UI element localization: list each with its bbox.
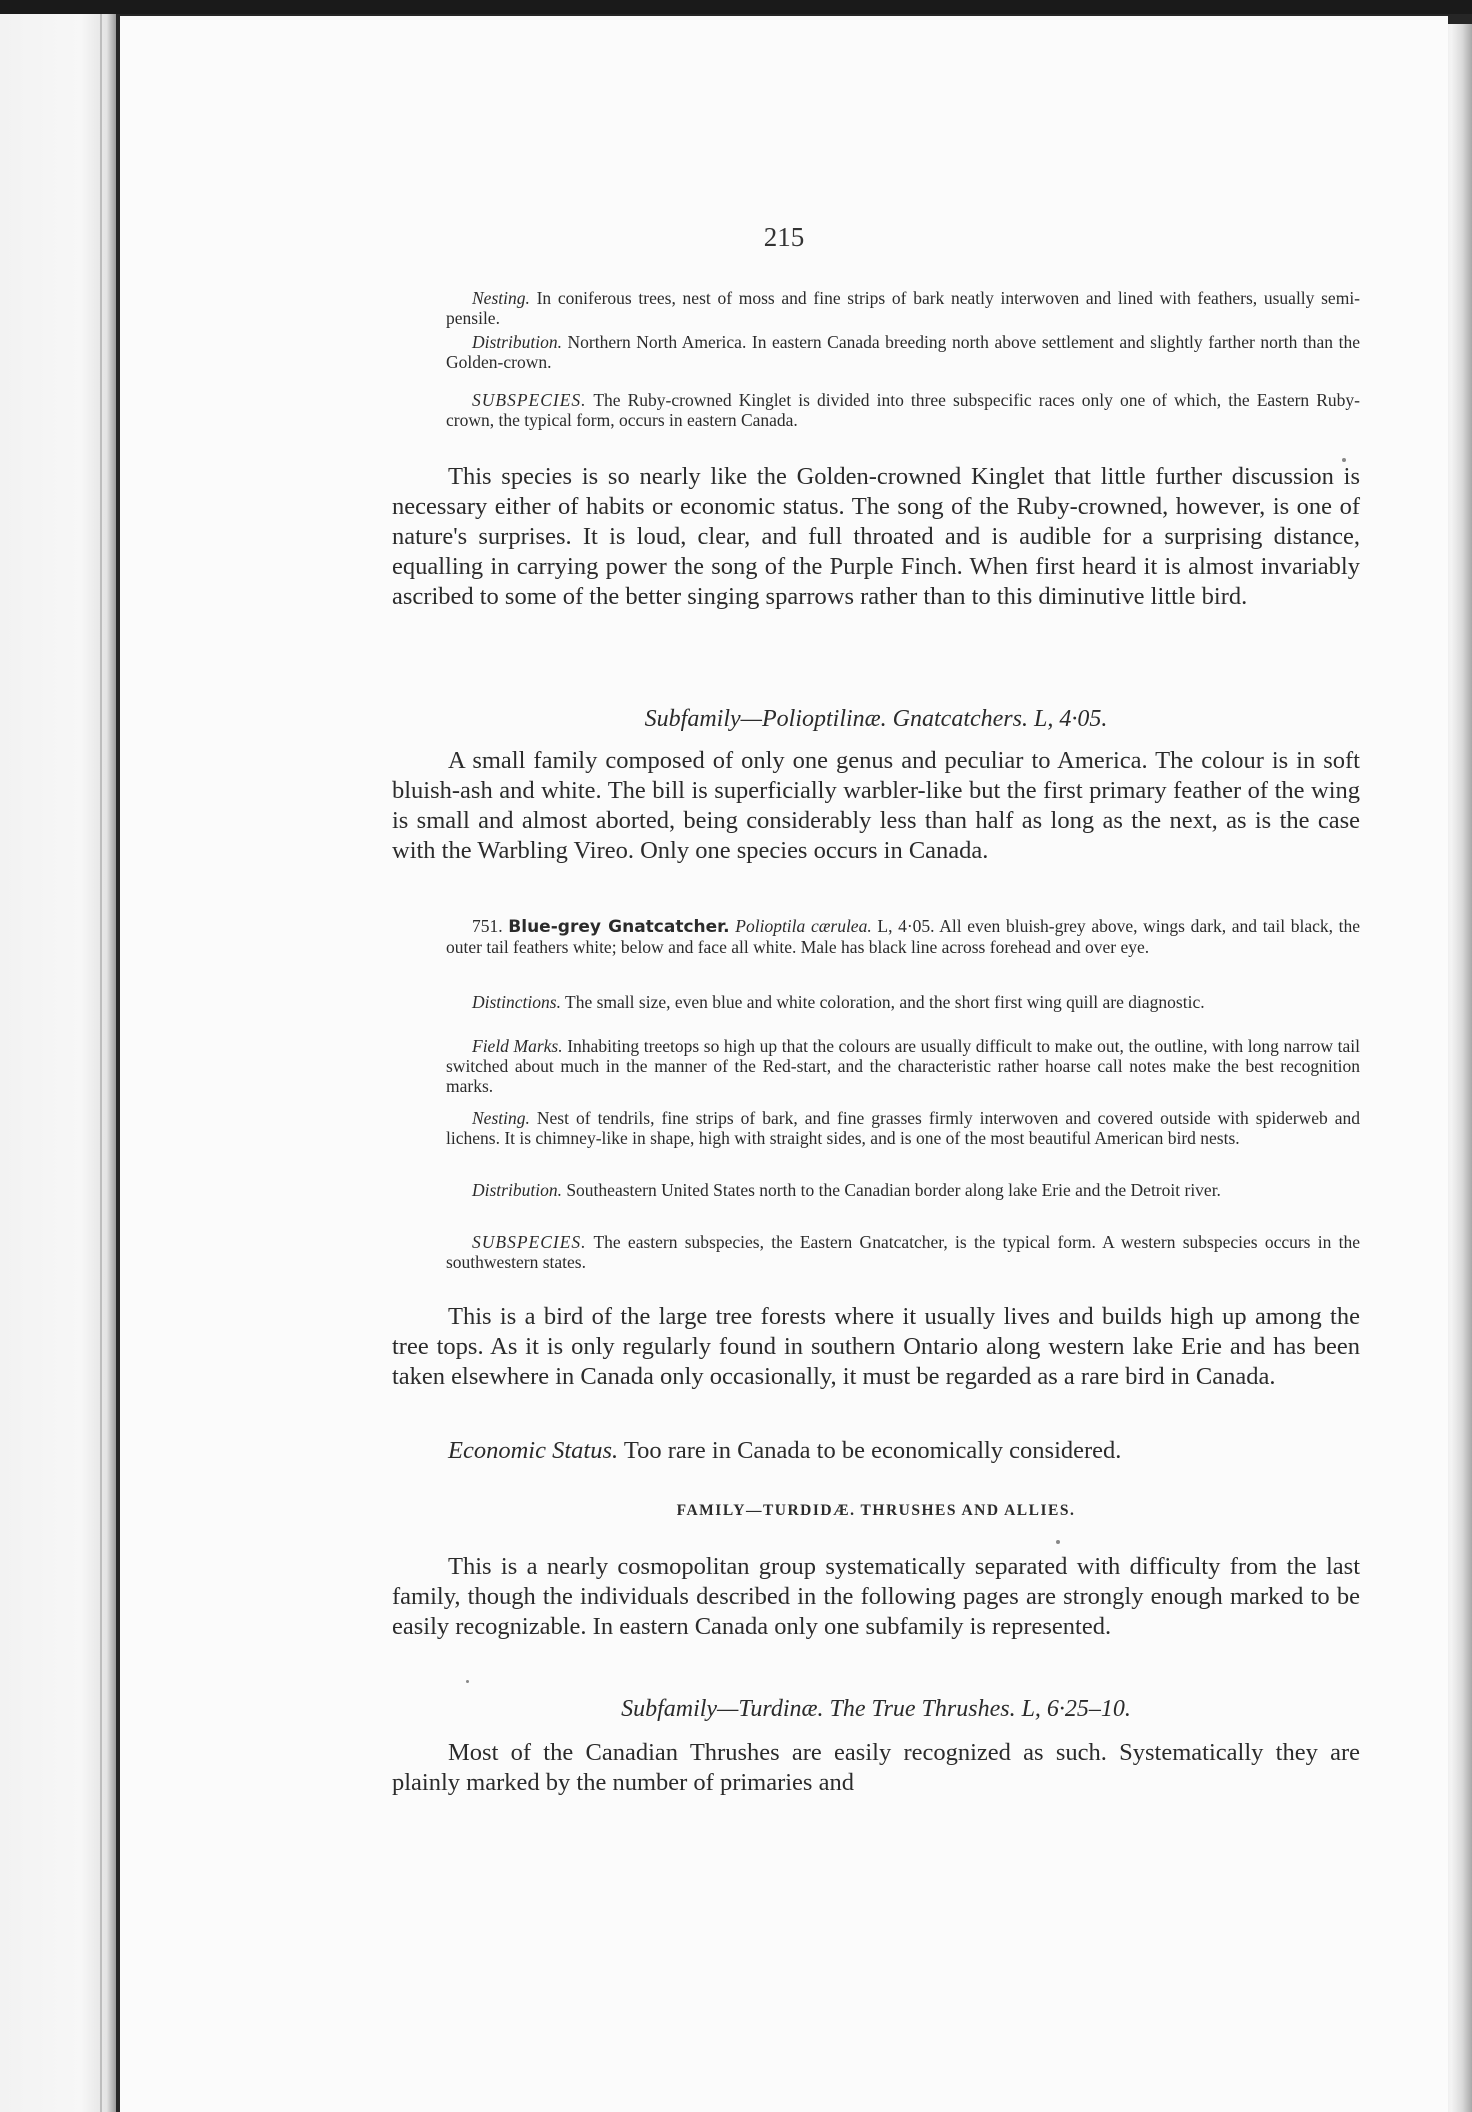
scanner-edge: [0, 0, 1472, 14]
paragraph-family: This is a nearly cosmopolitan group systematically separated with difficulty from the last family, though the individuals described in the following pages are strongly enough marked to be easily recognizable. In eastern Canada only one subfamily is represented.: [392, 1553, 1360, 1640]
economic-status: [392, 1436, 1360, 1466]
facing-page-edge: [0, 14, 116, 2112]
gnatcatcher-subspecies: [446, 1232, 1360, 1272]
paragraph-gnatcatchers: A small family composed of only one genus and peculiar to America. The colour is in soft bluish-ash and white. The bill is superficially warbler-like but the first primary feather of the wing is small and almost aborted, being considerably less than half as long as the next, as is the case with the Warbling Vireo. Only one species occurs in Canada.: [392, 747, 1360, 864]
scan-speck: [1056, 1540, 1060, 1544]
kinglet-nesting: [446, 288, 1360, 328]
nesting-label: Nesting.: [472, 288, 530, 308]
gnatcatcher-distribution: [446, 1180, 1360, 1200]
species-entry-751: [446, 916, 1360, 957]
paragraph-thrushes: Most of the Canadian Thrushes are easily recognized as such. Systematically they are plainly marked by the number of primaries and: [392, 1739, 1360, 1796]
distinctions-label: Distinctions.: [472, 992, 561, 1012]
nesting-label: Nesting.: [472, 1108, 530, 1128]
subfamily-heading-thrushes: Subfamily—Turdinæ. The True Thrushes. L, 6·25–10.: [621, 1696, 1131, 1722]
distinctions-text: The small size, even blue and white coloration, and the short first wing quill are diagnostic.: [565, 992, 1205, 1012]
economic-status-label: Economic Status.: [448, 1437, 619, 1464]
distribution-label: Distribution.: [472, 1180, 562, 1200]
scan-speck: [466, 1680, 469, 1683]
species-latin-name: Polioptila cærulea.: [735, 916, 872, 936]
scan-speck: [1342, 458, 1346, 462]
nesting-text: In coniferous trees, nest of moss and fine strips of bark neatly interwoven and lined with feathers, usually semi-pensile.: [446, 288, 1361, 328]
book-page: [120, 16, 1448, 2112]
species-description: L, 4·05. All even bluish-grey above, wings dark, and tail black, the outer tail feathers white; below and face all white. Male has black line across forehead and over eye.: [446, 916, 1361, 957]
kinglet-distribution: [446, 332, 1360, 372]
subspecies-label: SUBSPECIES.: [472, 1232, 587, 1252]
page-crease: [100, 14, 102, 2112]
field-marks-text: Inhabiting treetops so high up that the colours are usually difficult to make out, the outline, with long narrow tail switched about much in the manner of the Red-start, and the characteristic rather hoarse call notes make the best recognition marks.: [446, 1036, 1360, 1096]
species-name: Blue-grey Gnatcatcher.: [508, 917, 730, 937]
gnatcatcher-nesting: [446, 1108, 1360, 1148]
paragraph-forest: This is a bird of the large tree forests where it usually lives and builds high up among the tree tops. As it is only regularly found in southern Ontario along western lake Erie and has been taken elsewhere in Canada only occasionally, it must be regarded as a rare bird in Canada.: [392, 1303, 1360, 1390]
family-heading: FAMILY—TURDIDÆ. THRUSHES AND ALLIES.: [676, 1502, 1076, 1519]
gnatcatcher-distinctions: [446, 992, 1360, 1012]
subfamily-heading-gnatcatchers: Subfamily—Polioptilinæ. Gnatcatchers. L, 4·05.: [644, 706, 1108, 732]
species-number: 751.: [472, 916, 503, 936]
subspecies-text: The Ruby-crowned Kinglet is divided into three subspecific races only one of which, the Eastern Ruby-crown, the typical form, occurs in eastern Canada.: [446, 390, 1361, 430]
distribution-text: Southeastern United States north to the Canadian border along lake Erie and the Detroit river.: [566, 1180, 1221, 1200]
distribution-text: Northern North America. In eastern Canada breeding north above settlement and slightly farther north than the Golden-crown.: [446, 332, 1361, 372]
gnatcatcher-field-marks: [446, 1036, 1360, 1096]
nesting-text: Nest of tendrils, fine strips of bark, and fine grasses firmly interwoven and covered outside with spiderweb and lichens. It is chimney-like in shape, high with straight sides, and is one of the most beautiful American bird nests.: [446, 1108, 1361, 1148]
distribution-label: Distribution.: [472, 332, 562, 352]
paragraph-kinglet: This species is so nearly like the Golden-crowned Kinglet that little further discussion is necessary either of habits or economic status. The song of the Ruby-crowned, however, is one of nature's surprises. It is loud, clear, and full throated and is audible for a surprising distance, equalling in carrying power the song of the Purple Finch. When first heard it is almost invariably ascribed to some of the better singing sparrows rather than to this diminutive little bird.: [392, 463, 1360, 610]
kinglet-subspecies: [446, 390, 1360, 430]
subspecies-text: The eastern subspecies, the Eastern Gnatcatcher, is the typical form. A western subspecies occurs in the southwestern states.: [446, 1232, 1360, 1272]
field-marks-label: Field Marks.: [472, 1036, 563, 1056]
subspecies-label: SUBSPECIES.: [472, 390, 587, 410]
economic-status-text: Too rare in Canada to be economically considered.: [623, 1437, 1122, 1464]
page-number: 215: [763, 222, 805, 252]
